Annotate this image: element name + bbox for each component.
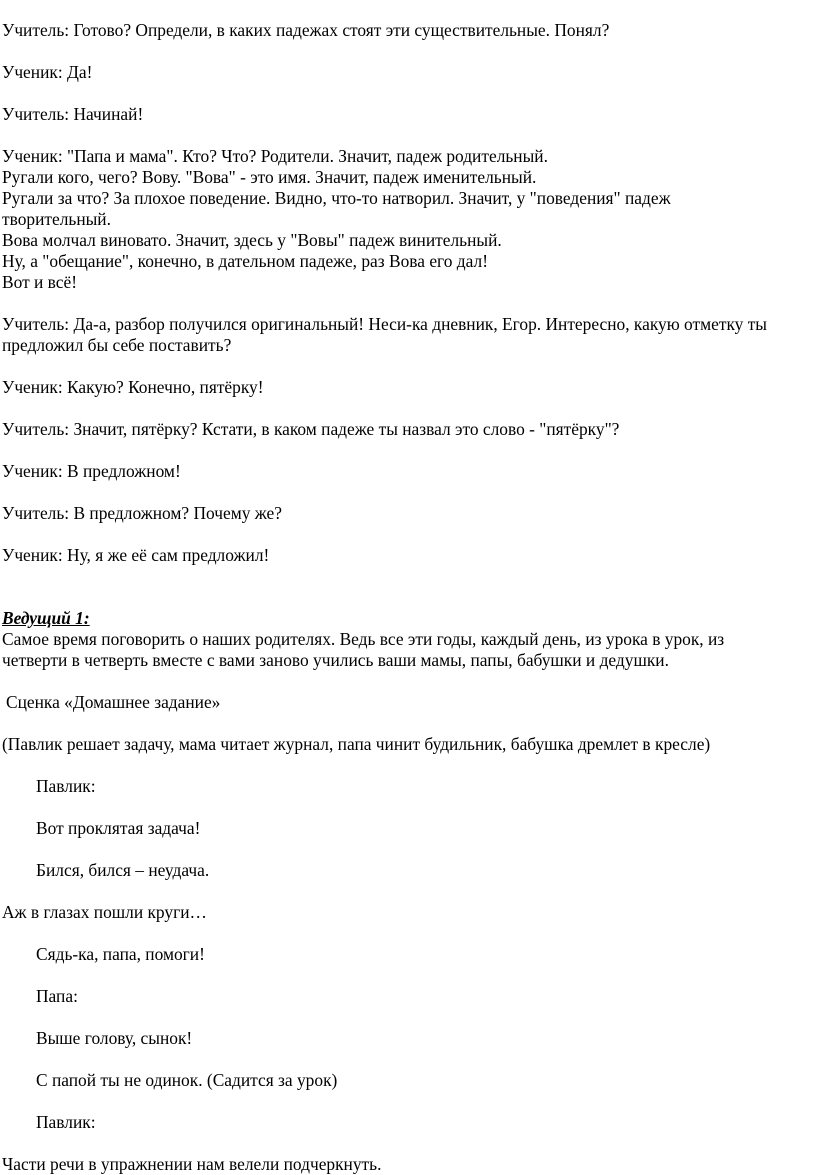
scene-line: Бился, бился – неудача.: [36, 860, 210, 880]
analysis-line: Вова молчал виновато. Значит, здесь у "Вовы" падеж винительный.: [2, 230, 502, 250]
dialogue-line: Ученик: В предложном!: [2, 461, 181, 481]
teacher-line: Учитель: Да-а, разбор получился оригинальный! Неси-ка дневник, Егор. Интересно, какую отметку ты: [2, 314, 767, 334]
scene-line: Папа:: [36, 986, 78, 1006]
host-paragraph: [2, 608, 812, 671]
teacher-line: предложил бы себе поставить?: [2, 335, 232, 355]
analysis-line: Ругали кого, чего? Вову. "Вова" - это имя. Значит, падеж именительный.: [2, 167, 537, 187]
analysis-paragraph: [2, 146, 812, 293]
analysis-line: Вот и всё!: [2, 272, 78, 292]
teacher-question-paragraph: [2, 314, 812, 356]
scene-line: Сядь-ка, папа, помоги!: [36, 944, 205, 964]
host-heading: Ведущий 1:: [2, 608, 90, 628]
analysis-line: Ученик: "Папа и мама". Кто? Что? Родители. Значит, падеж родительный.: [2, 146, 548, 166]
spacer: [2, 587, 812, 608]
scene-line: Выше голову, сынок!: [36, 1028, 193, 1048]
scene-line: Павлик:: [36, 776, 96, 796]
dialogue-line: Учитель: В предложном? Почему же?: [2, 503, 282, 523]
scene-line: Аж в глазах пошли круги…: [2, 902, 207, 922]
analysis-line: Ну, а "обещание", конечно, в дательном падеже, раз Вова его дал!: [2, 251, 488, 271]
host-line: Самое время поговорить о наших родителях. Ведь все эти годы, каждый день, из урока в урок, из: [2, 629, 725, 649]
dialogue-line: Учитель: Готово? Определи, в каких падежах стоят эти существительные. Понял?: [2, 20, 610, 40]
host-line: четверти в четверть вместе с вами заново учились ваши мамы, папы, бабушки и дедушки.: [2, 650, 669, 670]
scene-line: С папой ты не одинок. (Садится за урок): [36, 1070, 338, 1090]
dialogue-line: Учитель: Начинай!: [2, 104, 144, 124]
dialogue-line: Учитель: Значит, пятёрку? Кстати, в каком падеже ты назвал это слово - "пятёрку"?: [2, 419, 620, 439]
scene-line: Павлик:: [36, 1112, 96, 1132]
analysis-line: Ругали за что? За плохое поведение. Видно, что-то натворил. Значит, у "поведения" падеж: [2, 188, 671, 208]
dialogue-line: Ученик: Ну, я же её сам предложил!: [2, 545, 270, 565]
scene-title: Сценка «Домашнее задание»: [6, 692, 221, 712]
dialogue-line: Ученик: Да!: [2, 62, 93, 82]
analysis-line: творительный.: [2, 209, 111, 229]
document-page: [2, 20, 812, 1175]
scene-line: Части речи в упражнении нам велели подчеркнуть.: [2, 1154, 382, 1174]
dialogue-line: Ученик: Какую? Конечно, пятёрку!: [2, 377, 264, 397]
scene-line: Вот проклятая задача!: [36, 818, 201, 838]
stage-direction: (Павлик решает задачу, мама читает журнал, папа чинит будильник, бабушка дремлет в кресле): [2, 734, 711, 754]
